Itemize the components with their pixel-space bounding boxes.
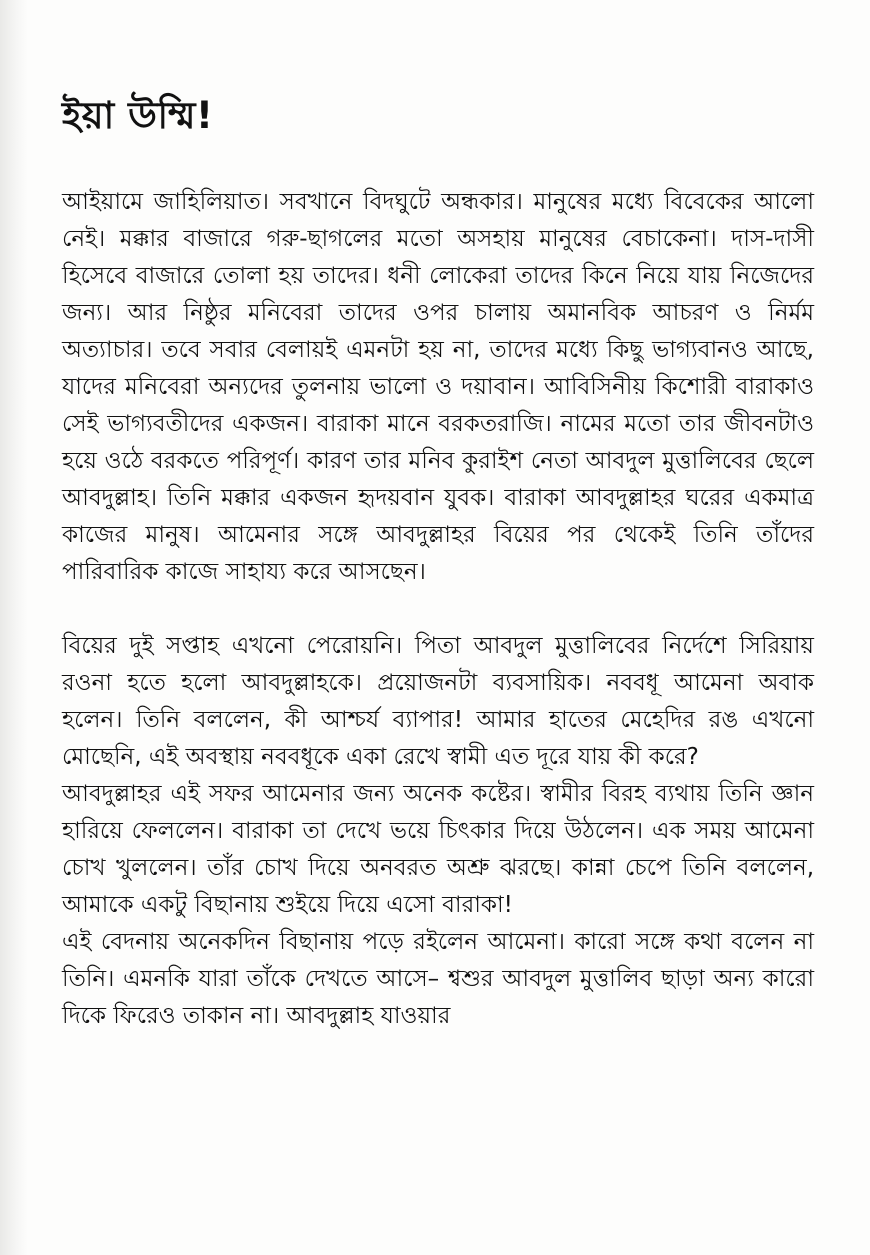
page-gutter-shadow: [0, 0, 28, 1255]
paragraph-4: এই বেদনায় অনেকদিন বিছানায় পড়ে রইলেন আমেনা। কারো সঙ্গে কথা বলেন না তিনি। এমনকি যারা তাঁকে দেখতে আসে– শ্বশুর আবদুল মুত্তালিব ছাড়া অন্য কারো দিকে ফিরেও তাকান না। আবদুল্লাহ যাওয়ার: [62, 929, 814, 1029]
paragraph-3: আবদুল্লাহর এই সফর আমেনার জন্য অনেক কষ্টের। স্বামীর বিরহ ব্যথায় তিনি জ্ঞান হারিয়ে ফেললেন। বারাকা তা দেখে ভয়ে চিৎকার দিয়ে উঠলেন। এক সময় আমেনা চোখ খুললেন। তাঁর চোখ দিয়ে অনবরত অশ্রু ঝরছে। কান্না চেপে তিনি বললেন, আমাকে একটু বিছানায় শুইয়ে দিয়ে এসো বারাকা!: [62, 781, 814, 918]
paragraph-1: আইয়ামে জাহিলিয়াত। সবখানে বিদঘুটে অন্ধকার। মানুষের মধ্যে বিবেকের আলো নেই। মক্কার বাজারে গরু-ছাগলের মতো অসহায় মানুষের বেচাকেনা। দাস-দাসী হিসেবে বাজারে তোলা হয় তাদের। ধনী লোকেরা তাদের কিনে নিয়ে যায় নিজেদের জন্য। আর নিষ্ঠুর মনিবেরা তাদের ওপর চালায় অমানবিক আচরণ ও নির্মম অত্যাচার। তবে সবার বেলায়ই এমনটা হয় না, তাদের মধ্যে কিছু ভাগ্যবানও আছে, যাদের মনিবেরা অন্যদের তুলনায় ভালো ও দয়াবান। আবিসিনীয় কিশোরী বারাকাও সেই ভাগ্যবতীদের একজন। বারাকা মানে বরকতরাজি। নামের মতো তার জীবনটাও হয়ে ওঠে বরকতে পরিপূর্ণ। কারণ তার মনিব কুরাইশ নেতা আবদুল মুত্তালিবের ছেলে আবদুল্লাহ। তিনি মক্কার একজন হৃদয়বান যুবক। বারাকা আবদুল্লাহর ঘরের একমাত্র কাজের মানুষ। আমেনার সঙ্গে আবদুল্লাহর বিয়ের পর থেকেই তিনি তাঁদের পারিবারিক কাজে সাহায্য করে আসছেন।: [62, 189, 814, 585]
chapter-title: ইয়া উম্মি!: [62, 94, 214, 137]
page-content: [62, 92, 814, 1035]
paragraph-2: বিয়ের দুই সপ্তাহ এখনো পেরোয়নি। পিতা আবদুল মুত্তালিবের নির্দেশে সিরিয়ায় রওনা হতে হলো আবদুল্লাহকে। প্রয়োজনটা ব্যবসায়িক। নববধূ আমেনা অবাক হলেন। তিনি বললেন, কী আশ্চর্য ব্যাপার! আমার হাতের মেহেদির রঙ এখনো মোছেনি, এই অবস্থায় নববধূকে একা রেখে স্বামী এত দূরে যায় কী করে?: [62, 633, 814, 770]
